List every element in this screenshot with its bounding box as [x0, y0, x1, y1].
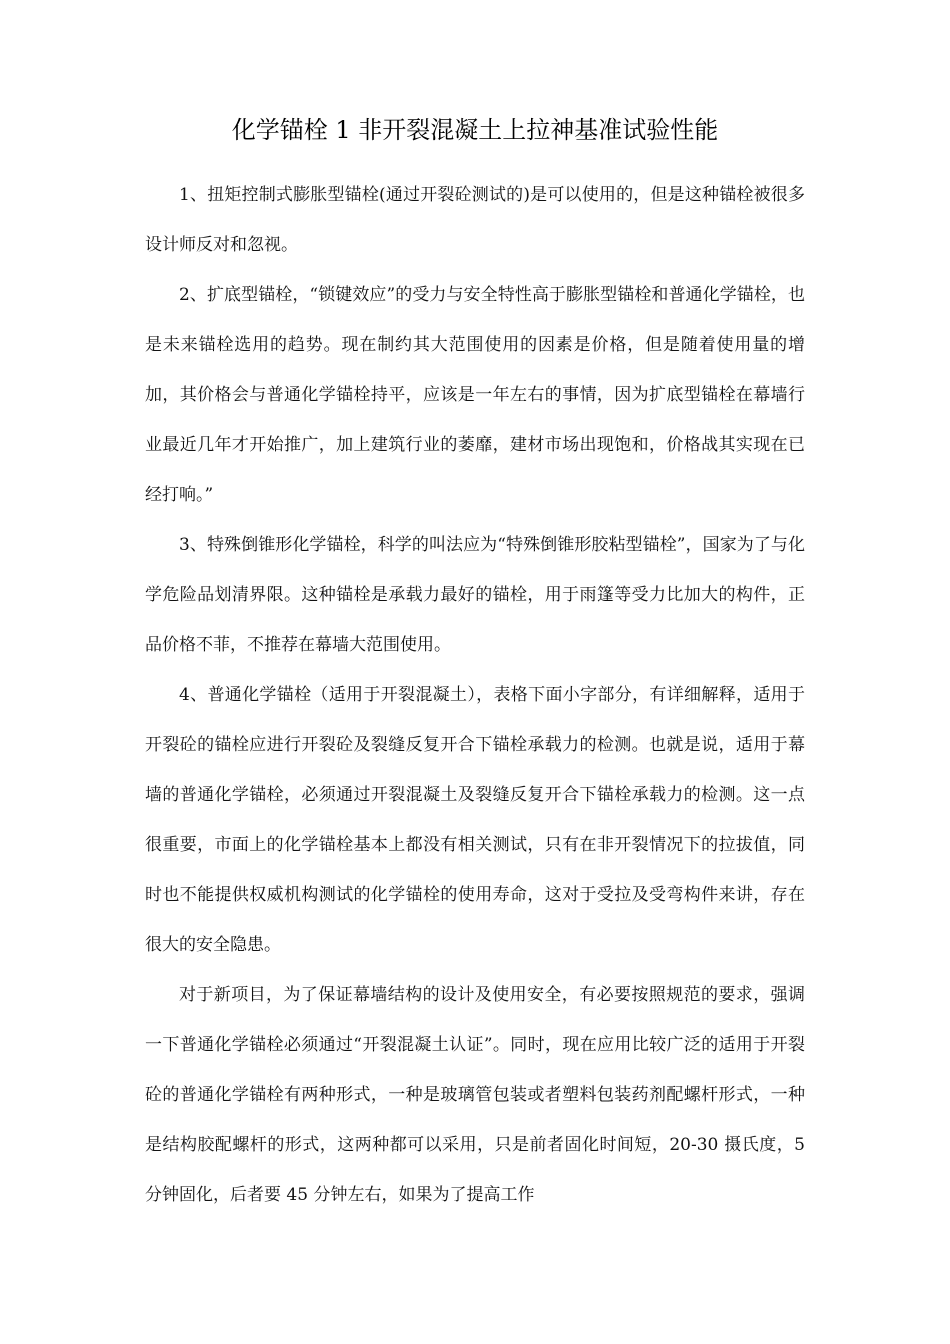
paragraph-1: 1、扭矩控制式膨胀型锚栓(通过开裂砼测试的)是可以使用的，但是这种锚栓被很多设计师反对和忽视。: [145, 185, 805, 255]
paragraph-5: 对于新项目，为了保证幕墙结构的设计及使用安全，有必要按照规范的要求，强调一下普通化学锚栓必须通过“开裂混凝土认证”。同时，现在应用比较广泛的适用于开裂砼的普通化学锚栓有两种形式，一种是玻璃管包装或者塑料包装药剂配螺杆形式，一种是结构胶配螺杆的形式，这两种都可以采用，只是前者固化时间短，20-30 摄氏度，5 分钟固化，后者要 45 分钟左右，如果为了提高工作: [145, 985, 805, 1205]
paragraph-3: 3、特殊倒锥形化学锚栓，科学的叫法应为“特殊倒锥形胶粘型锚栓”，国家为了与化学危险品划清界限。这种锚栓是承载力最好的锚栓，用于雨篷等受力比加大的构件，正品价格不菲，不推荐在幕墙大范围使用。: [145, 535, 805, 655]
paragraph-2: 2、扩底型锚栓，“锁键效应”的受力与安全特性高于膨胀型锚栓和普通化学锚栓，也是未来锚栓选用的趋势。现在制约其大范围使用的因素是价格，但是随着使用量的增加，其价格会与普通化学锚栓持平，应该是一年左右的事情，因为扩底型锚栓在幕墙行业最近几年才开始推广，加上建筑行业的萎靡，建材市场出现饱和，价格战其实现在已经打响。”: [145, 285, 805, 505]
paragraph-4: 4、普通化学锚栓（适用于开裂混凝土），表格下面小字部分，有详细解释，适用于开裂砼的锚栓应进行开裂砼及裂缝反复开合下锚栓承载力的检测。也就是说，适用于幕墙的普通化学锚栓，必须通过开裂混凝土及裂缝反复开合下锚栓承载力的检测。这一点很重要，市面上的化学锚栓基本上都没有相关测试，只有在非开裂情况下的拉拔值，同时也不能提供权威机构测试的化学锚栓的使用寿命，这对于受拉及受弯构件来讲，存在很大的安全隐患。: [145, 685, 805, 955]
page-title: 化学锚栓 1 非开裂混凝土上拉神基准试验性能: [231, 116, 719, 144]
document-body: [145, 170, 805, 1220]
